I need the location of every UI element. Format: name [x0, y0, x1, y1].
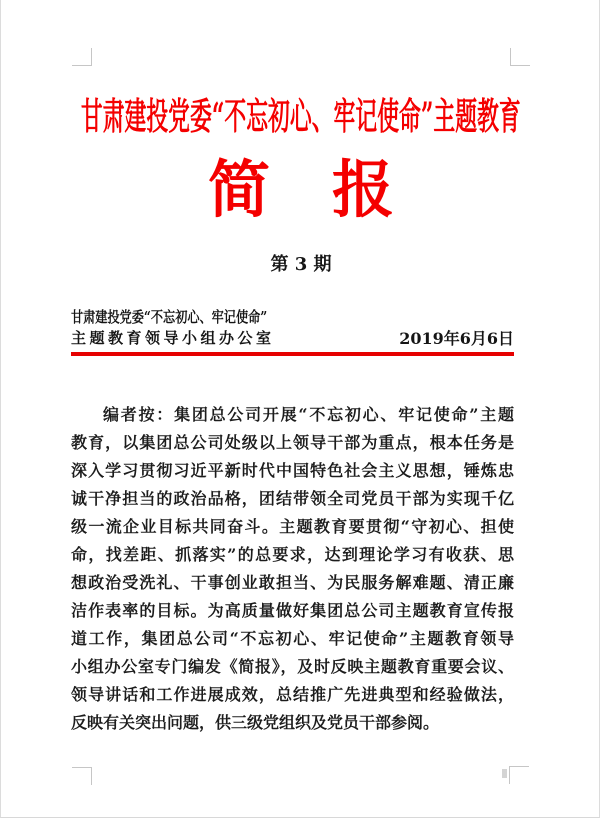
- editor-note-line: 教育，以集团总公司处级以上领导干部为重点，根本任务是: [71, 433, 514, 452]
- editor-note-line: 领导讲话和工作进展成效，总结推广先进典型和经验做法，: [71, 685, 514, 704]
- masthead-title: 简 报: [207, 153, 394, 226]
- editor-note-line: 级一流企业目标共同奋斗。主题教育要贯彻“守初心、担使: [71, 517, 514, 536]
- editor-note-lead: 编者按：: [103, 405, 175, 424]
- editor-note-line: 小组办公室专门编发《简报》，及时反映主题教育重要会议、: [71, 657, 514, 676]
- masthead: [1, 94, 600, 138]
- editor-note-line: 反映有关突出问题，供三级党组织及党员干部参阅。: [71, 713, 440, 732]
- crop-mark-top-right-icon: [510, 48, 530, 66]
- issue-number: 第 3 期: [270, 254, 332, 275]
- crop-mark-bottom-left-icon: [72, 767, 92, 785]
- editor-note: [71, 401, 514, 737]
- red-divider-rule: [71, 352, 514, 356]
- editor-note-line: 命，找差距、抓落实”的总要求，达到理论学习有收获、思: [71, 545, 514, 564]
- editor-note-line: 诚干净担当的政治品格，团结带领全司党员干部为实现千亿: [71, 489, 514, 508]
- issuer-office: [71, 308, 313, 348]
- editor-note-line: 深入学习贯彻习近平新时代中国特色社会主义思想，锤炼忠: [71, 461, 514, 480]
- crop-mark-top-left-icon: [72, 48, 92, 66]
- crop-mark-bottom-right-icon: [509, 766, 529, 784]
- editor-note-line: 洁作表率的目标。为高质量做好集团总公司主题教育宣传报: [71, 601, 514, 620]
- issuer-row: [71, 308, 514, 348]
- masthead-org-line: 甘肃建投党委“不忘初心、牢记使命”主题教育: [81, 94, 521, 138]
- issuer-office-line2: 主题教育领导小组办公室: [71, 329, 275, 347]
- editor-note-line: 想政治受洗礼、干事创业敢担当、为民服务解难题、清正廉: [71, 573, 514, 592]
- page-artifact: [502, 769, 507, 778]
- issue-date: 2019年6月6日: [399, 329, 514, 348]
- issuer-office-line1: 甘肃建投党委“不忘初心、牢记使命”: [71, 308, 268, 326]
- editor-note-lines: [71, 429, 514, 737]
- editor-note-line: 道工作，集团总公司“不忘初心、牢记使命”主题教育领导: [71, 629, 514, 648]
- editor-note-line: [71, 401, 514, 429]
- editor-note-first-line-text: 集团总公司开展“不忘初心、牢记使命”主题: [174, 405, 514, 424]
